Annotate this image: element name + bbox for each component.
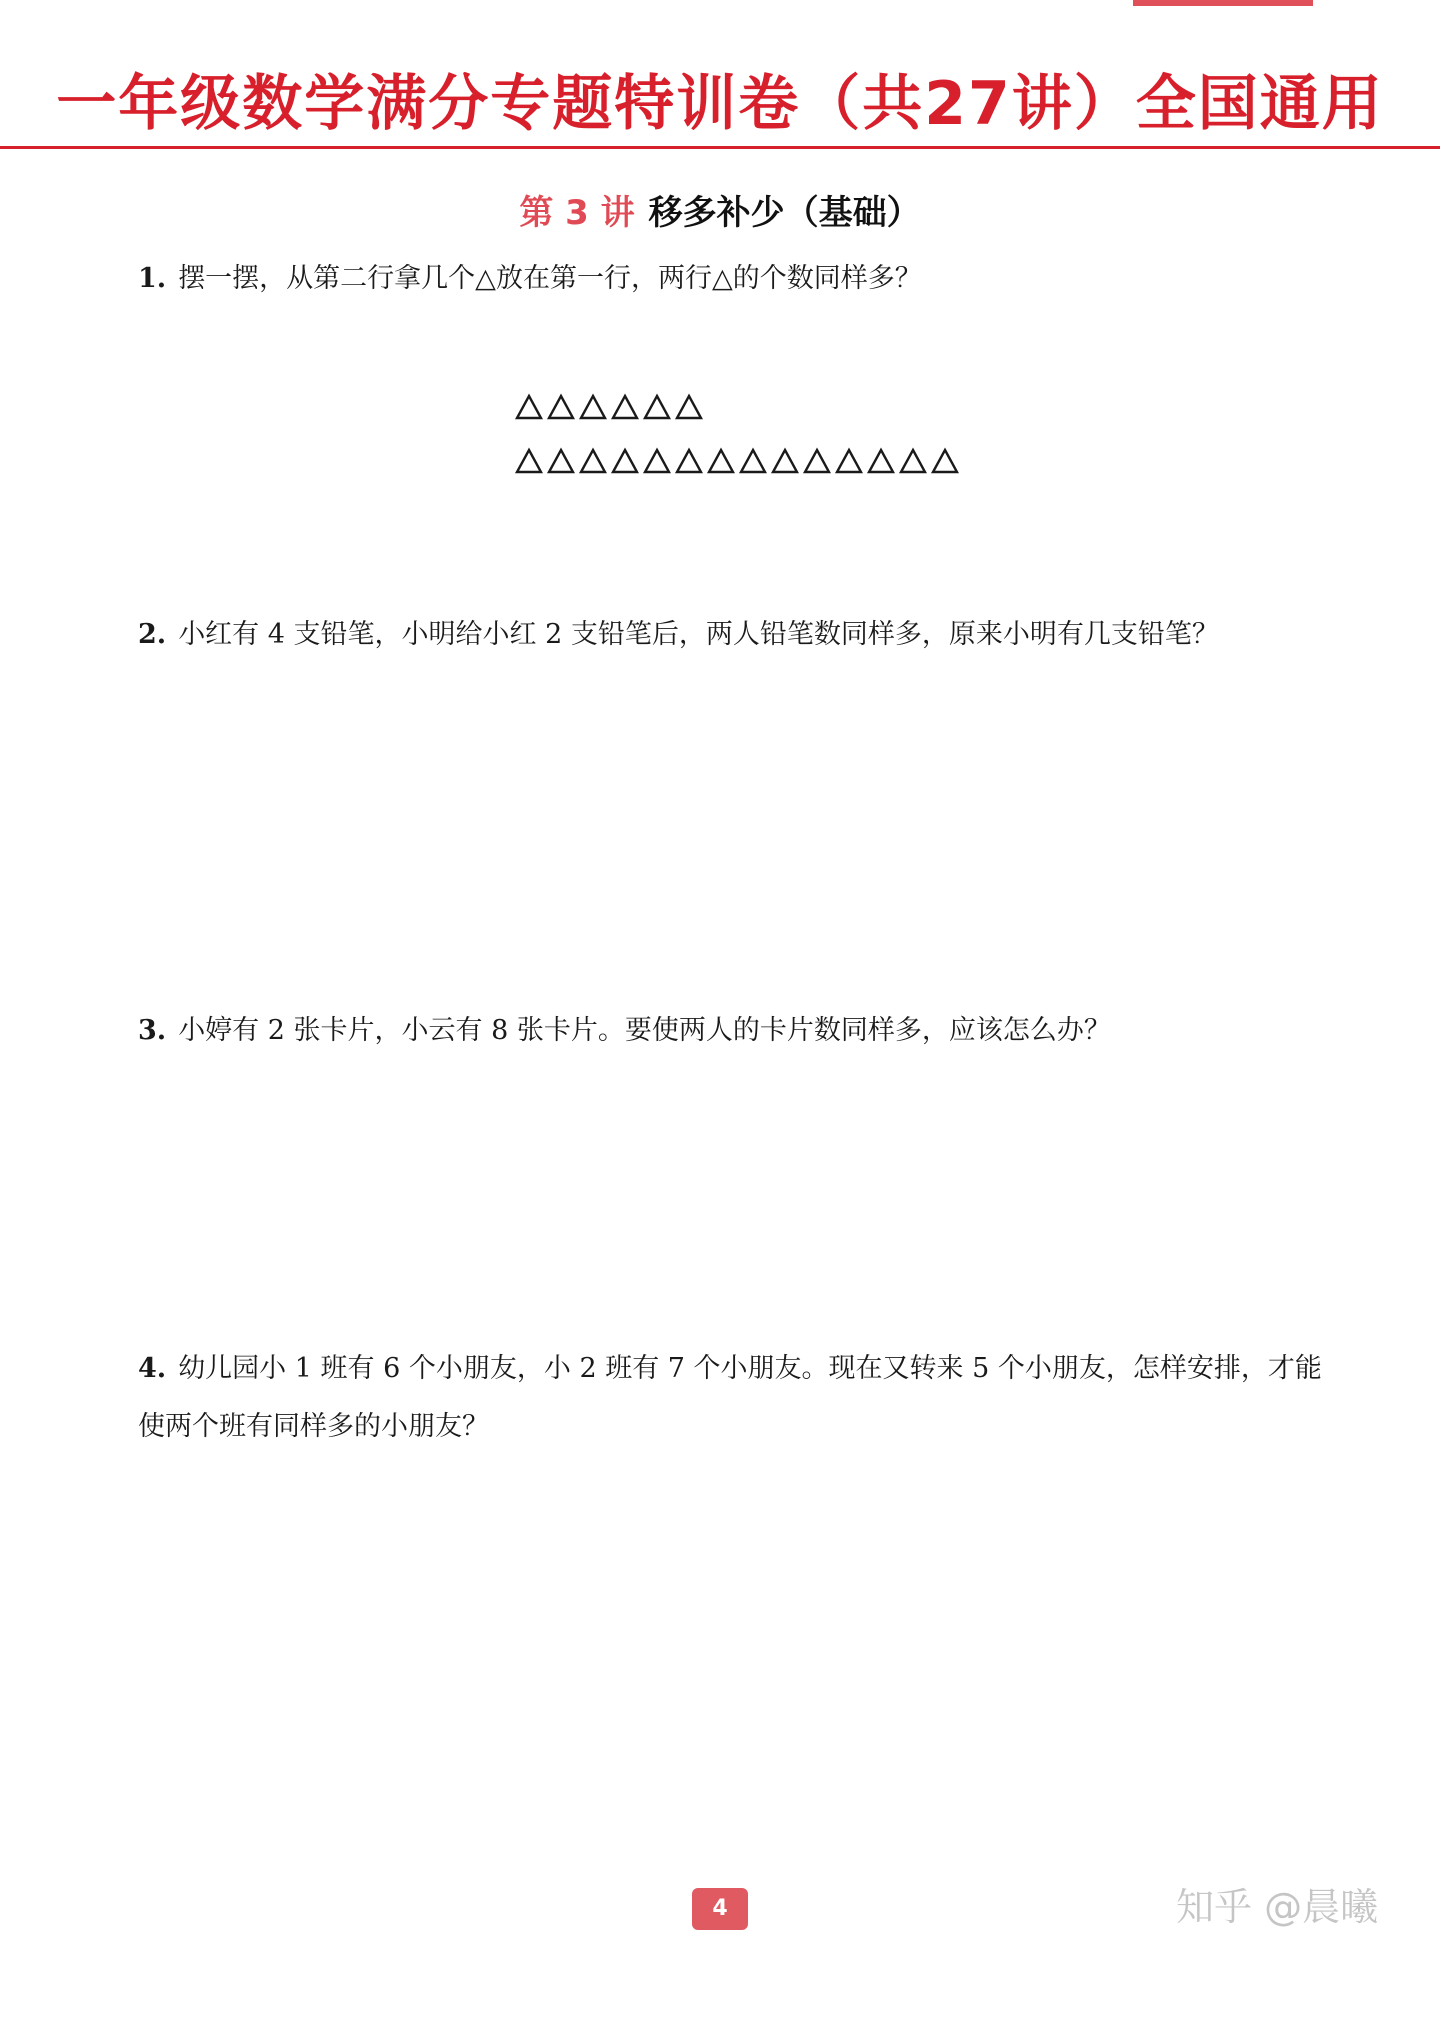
watermark: 知乎 @晨曦 <box>1176 1885 1379 1929</box>
triangle-outline-icon <box>802 446 832 476</box>
page-number-badge: 4 <box>692 1888 748 1930</box>
question-number: 4. <box>138 1353 167 1384</box>
triangle-outline-icon <box>706 446 736 476</box>
triangle-outline-icon <box>866 446 896 476</box>
triangle-outline-icon <box>514 446 544 476</box>
triangle-outline-icon <box>642 392 672 422</box>
triangle-outline-icon <box>642 446 672 476</box>
triangle-outline-icon <box>834 446 864 476</box>
question-3 <box>138 1002 1328 1060</box>
banner-divider <box>0 146 1440 149</box>
triangle-outline-icon <box>674 446 704 476</box>
triangle-row-second <box>514 446 960 476</box>
top-accent-bar <box>1133 0 1313 6</box>
triangle-outline-icon <box>770 446 800 476</box>
question-text: 幼儿园小 1 班有 6 个小朋友，小 2 班有 7 个小朋友。现在又转来 5 个小朋友，怎样安排，才能使两个班有同样多的小朋友？ <box>138 1353 1322 1442</box>
question-number: 3. <box>138 1015 167 1046</box>
question-text: 小婷有 2 张卡片，小云有 8 张卡片。要使两人的卡片数同样多，应该怎么办？ <box>178 1015 1111 1046</box>
question-text: 小红有 4 支铅笔，小明给小红 2 支铅笔后，两人铅笔数同样多，原来小明有几支铅笔？ <box>178 619 1219 650</box>
lecture-number: 第 3 讲 <box>519 193 635 233</box>
question-text: 摆一摆，从第二行拿几个△放在第一行，两行△的个数同样多？ <box>178 263 922 294</box>
triangle-outline-icon <box>546 392 576 422</box>
triangle-outline-icon <box>578 446 608 476</box>
banner-title: 一年级数学满分专题特训卷（共27讲）全国通用 <box>56 69 1384 139</box>
triangle-outline-icon <box>610 392 640 422</box>
triangle-outline-icon <box>674 392 704 422</box>
lecture-topic: 移多补少（基础） <box>648 193 921 233</box>
question-1 <box>138 250 1328 308</box>
triangle-outline-icon <box>610 446 640 476</box>
triangle-outline-icon <box>514 392 544 422</box>
triangle-outline-icon <box>578 392 608 422</box>
triangle-row-first <box>514 392 704 422</box>
question-2 <box>138 606 1328 664</box>
lecture-heading <box>0 188 1440 238</box>
triangle-outline-icon <box>546 446 576 476</box>
triangle-outline-icon <box>738 446 768 476</box>
triangle-outline-icon <box>898 446 928 476</box>
question-number: 1. <box>138 263 167 294</box>
question-4 <box>138 1340 1328 1456</box>
question-number: 2. <box>138 619 167 650</box>
triangle-outline-icon <box>930 446 960 476</box>
